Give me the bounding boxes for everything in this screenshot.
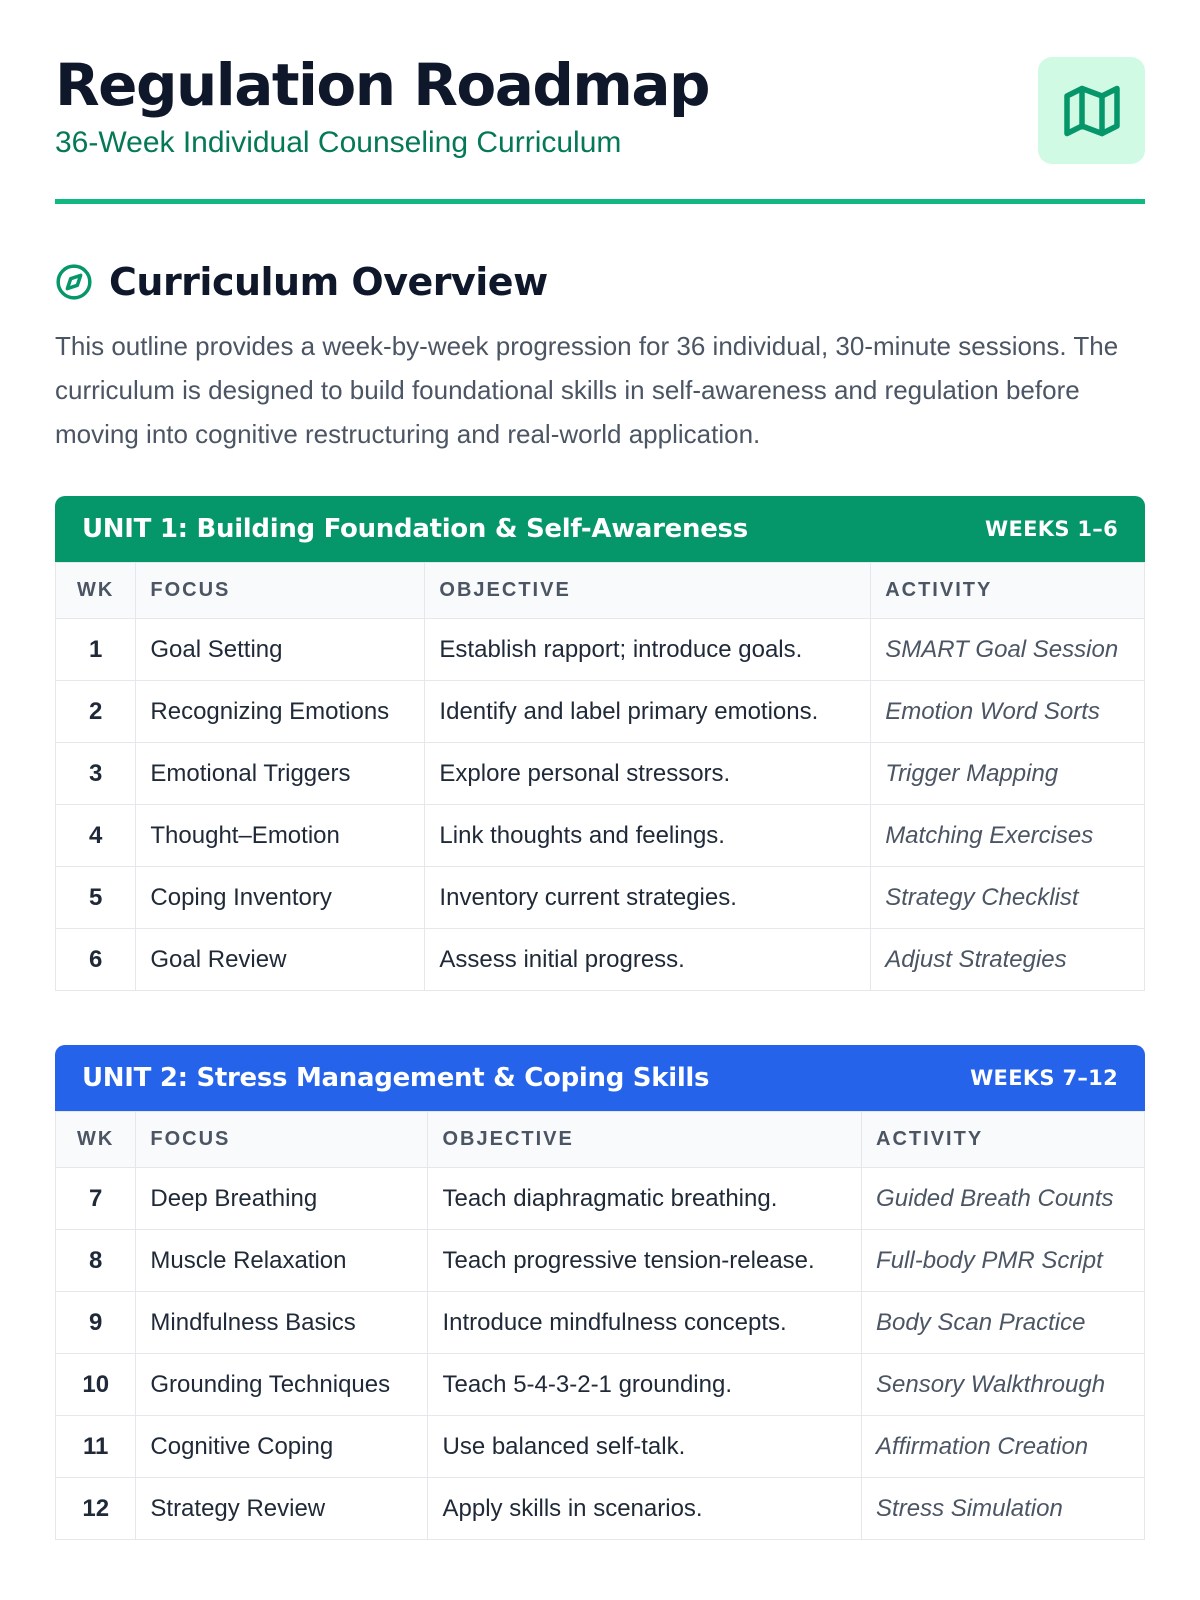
focus-cell: Coping Inventory: [136, 867, 425, 929]
focus-cell: Cognitive Coping: [136, 1416, 428, 1478]
table-row: [56, 1416, 1145, 1478]
unit-weeks-badge: WEEKS 1–6: [985, 517, 1118, 541]
unit-2: [55, 1045, 1145, 1540]
unit-weeks-badge: WEEKS 7–12: [970, 1066, 1118, 1090]
objective-cell: Teach diaphragmatic breathing.: [428, 1168, 862, 1230]
objective-cell: Use balanced self-talk.: [428, 1416, 862, 1478]
page-subtitle: 36-Week Individual Counseling Curriculum: [55, 126, 622, 159]
map-icon: [1062, 81, 1122, 141]
objective-cell: Teach 5-4-3-2-1 grounding.: [428, 1354, 862, 1416]
unit-title: UNIT 2: Stress Management & Coping Skills: [82, 1063, 710, 1093]
activity-cell: Adjust Strategies: [871, 929, 1145, 991]
week-number: 4: [56, 805, 136, 867]
week-number: 11: [56, 1416, 136, 1478]
column-header-focus: FOCUS: [136, 563, 425, 619]
unit-1: [55, 496, 1145, 991]
table-row: [56, 681, 1145, 743]
column-header-focus: FOCUS: [136, 1112, 428, 1168]
activity-cell: Trigger Mapping: [871, 743, 1145, 805]
column-header-activity: ACTIVITY: [862, 1112, 1145, 1168]
table-header-row: [56, 563, 1145, 619]
table-row: [56, 1478, 1145, 1540]
column-header-objective: OBJECTIVE: [425, 563, 871, 619]
objective-cell: Introduce mindfulness concepts.: [428, 1292, 862, 1354]
table-row: [56, 1168, 1145, 1230]
objective-cell: Teach progressive tension-release.: [428, 1230, 862, 1292]
week-number: 3: [56, 743, 136, 805]
activity-cell: SMART Goal Session: [871, 619, 1145, 681]
compass-icon: [55, 263, 93, 301]
activity-cell: Guided Breath Counts: [862, 1168, 1145, 1230]
activity-cell: Affirmation Creation: [862, 1416, 1145, 1478]
objective-cell: Link thoughts and feelings.: [425, 805, 871, 867]
focus-cell: Grounding Techniques: [136, 1354, 428, 1416]
column-header-activity: ACTIVITY: [871, 563, 1145, 619]
activity-cell: Sensory Walkthrough: [862, 1354, 1145, 1416]
overview-paragraph: This outline provides a week-by-week progression for 36 individual, 30-minute sessions. The curriculum is designed to build foundational skills in self-awareness and regulation before moving into cognitive restructuring and real-world application.: [55, 331, 1119, 449]
focus-cell: Goal Review: [136, 929, 425, 991]
week-number: 8: [56, 1230, 136, 1292]
logo-badge: [1038, 57, 1145, 164]
objective-cell: Explore personal stressors.: [425, 743, 871, 805]
focus-cell: Deep Breathing: [136, 1168, 428, 1230]
activity-cell: Full-body PMR Script: [862, 1230, 1145, 1292]
objective-cell: Assess initial progress.: [425, 929, 871, 991]
table-row: [56, 1292, 1145, 1354]
page-title: Regulation Roadmap: [55, 51, 710, 119]
unit-title: UNIT 1: Building Foundation & Self-Awareness: [82, 514, 748, 544]
unit-header: [55, 1045, 1145, 1111]
focus-cell: Muscle Relaxation: [136, 1230, 428, 1292]
column-header-wk: WK: [56, 563, 136, 619]
section-title: Curriculum Overview: [109, 260, 548, 304]
table-header-row: [56, 1112, 1145, 1168]
objective-cell: Inventory current strategies.: [425, 867, 871, 929]
focus-cell: Strategy Review: [136, 1478, 428, 1540]
objective-cell: Identify and label primary emotions.: [425, 681, 871, 743]
document-header: [55, 51, 1145, 204]
week-number: 12: [56, 1478, 136, 1540]
activity-cell: Strategy Checklist: [871, 867, 1145, 929]
unit-2-table: [55, 1111, 1145, 1540]
objective-cell: Establish rapport; introduce goals.: [425, 619, 871, 681]
unit-1-table: [55, 562, 1145, 991]
week-number: 10: [56, 1354, 136, 1416]
activity-cell: Stress Simulation: [862, 1478, 1145, 1540]
activity-cell: Body Scan Practice: [862, 1292, 1145, 1354]
focus-cell: Mindfulness Basics: [136, 1292, 428, 1354]
unit-header: [55, 496, 1145, 562]
column-header-objective: OBJECTIVE: [428, 1112, 862, 1168]
week-number: 5: [56, 867, 136, 929]
curriculum-overview: [55, 260, 1145, 456]
table-row: [56, 619, 1145, 681]
table-row: [56, 867, 1145, 929]
week-number: 6: [56, 929, 136, 991]
table-row: [56, 743, 1145, 805]
focus-cell: Goal Setting: [136, 619, 425, 681]
week-number: 7: [56, 1168, 136, 1230]
week-number: 9: [56, 1292, 136, 1354]
objective-cell: Apply skills in scenarios.: [428, 1478, 862, 1540]
table-row: [56, 1354, 1145, 1416]
section-heading: [55, 260, 1145, 304]
table-row: [56, 1230, 1145, 1292]
focus-cell: Emotional Triggers: [136, 743, 425, 805]
activity-cell: Emotion Word Sorts: [871, 681, 1145, 743]
table-row: [56, 929, 1145, 991]
focus-cell: Recognizing Emotions: [136, 681, 425, 743]
focus-cell: Thought–Emotion: [136, 805, 425, 867]
week-number: 1: [56, 619, 136, 681]
table-row: [56, 805, 1145, 867]
activity-cell: Matching Exercises: [871, 805, 1145, 867]
week-number: 2: [56, 681, 136, 743]
column-header-wk: WK: [56, 1112, 136, 1168]
